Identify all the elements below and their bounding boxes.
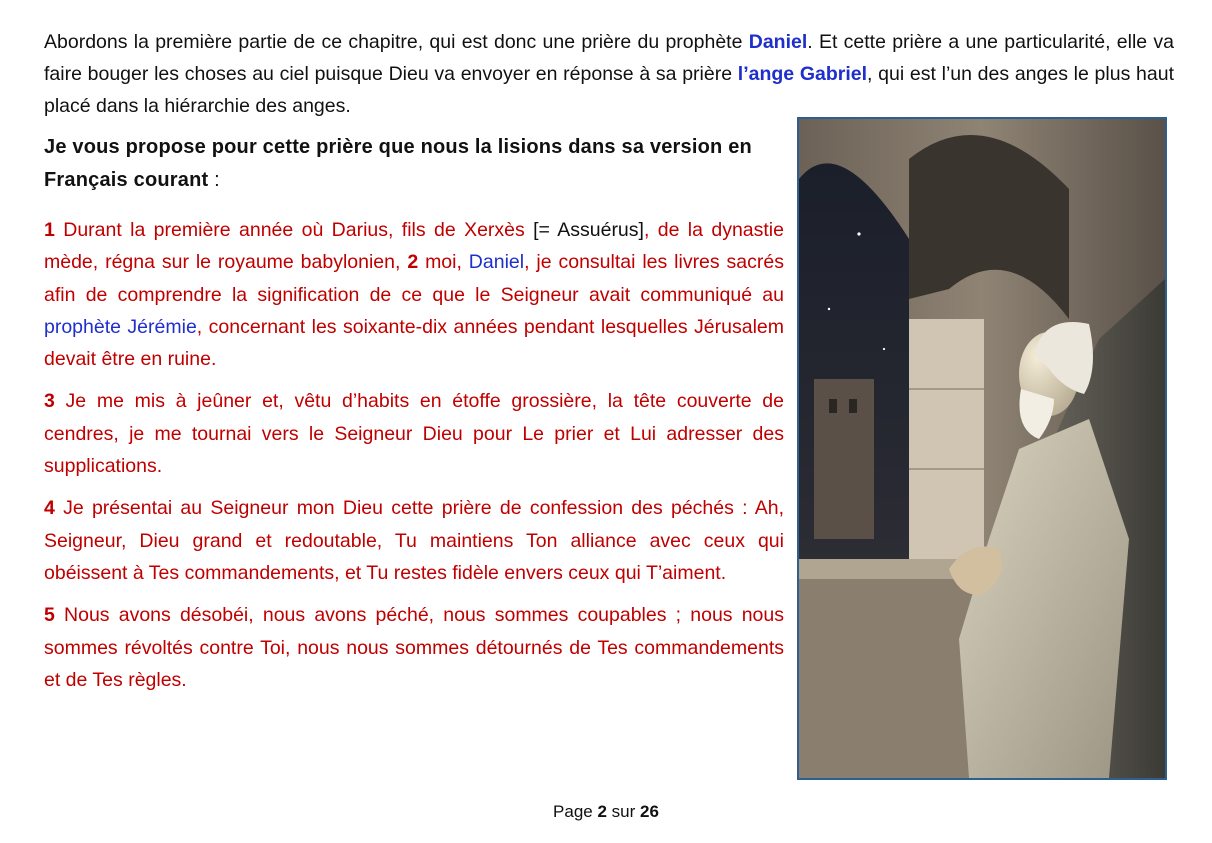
daniel-praying-illustration [797, 117, 1167, 780]
verse-number-4: 4 [44, 497, 55, 520]
intro-paragraph [44, 26, 1174, 122]
star-icon [883, 348, 885, 350]
lead-paragraph [44, 131, 784, 197]
verse-1-text-a: Durant la première année où Darius, fils de Xerxès [54, 219, 534, 241]
verse-number-2: 2 [407, 251, 419, 274]
verse-4 [44, 492, 784, 589]
verse-1-text-b: , de la dynastie mède, régna sur le royaume babylonien, [44, 219, 784, 274]
lead-bold-text: Je vous propose pour cette prière que nous la lisions dans sa version en Français courant [44, 136, 752, 191]
verses-block [44, 214, 784, 706]
verse-1-bracket-note: [= Assuérus] [533, 219, 644, 241]
verse-5 [44, 599, 784, 696]
verse-3-text: Je me mis à jeûner et, vêtu d’habits en étoffe grossière, la tête couverte de cendres, je me tournai vers le Seigneur Dieu pour Le prier et Lui adresser des supplications. [44, 390, 784, 478]
verse-2-text-c: , concernant les soixante-dix années pendant lesquelles Jérusalem devait être en ruine. [44, 315, 784, 371]
gabriel-highlight: l’ange Gabriel [737, 63, 868, 85]
daniel-highlight: Daniel [748, 31, 808, 53]
illustration-svg [799, 119, 1165, 778]
intro-text-2: . Et cette prière a une particularité, elle va faire bouger les choses au ciel puisque Dieu va envoyer en réponse à sa prière [44, 31, 1175, 85]
verse-2-text-b: , je consultai les livres sacrés afin de comprendre la signification de ce que le Seigneur avait communiqué au [44, 251, 784, 306]
verse-number-5: 5 [44, 604, 55, 627]
verse-2-text-a: moi, [418, 251, 469, 274]
intro-text-3: , qui est l’un des anges le plus haut placé dans la hiérarchie des anges. [44, 63, 1174, 117]
verse-3 [44, 385, 784, 482]
window-icon [849, 399, 857, 413]
total-pages-number: 26 [640, 802, 659, 821]
current-page-number: 2 [597, 802, 607, 821]
verse-2-daniel: Daniel [468, 251, 525, 274]
verse-4-text: Je présentai au Seigneur mon Dieu cette prière de confession des péchés : Ah, Seigneur, Dieu grand et redoutable, Tu maintiens Ton alliance avec ceux qui obéissent à Tes commandements, et Tu restes fidèle envers ceux qui T’aiment. [44, 497, 784, 584]
footer-page-label: Page [553, 802, 598, 821]
stone-pillar [909, 319, 984, 559]
verse-number-3: 3 [44, 390, 55, 413]
window-icon [829, 399, 837, 413]
distant-building [814, 379, 874, 539]
verse-number-1: 1 [44, 219, 55, 241]
verse-5-text: Nous avons désobéi, nous avons péché, nous sommes coupables ; nous nous sommes révoltés contre Toi, nous nous sommes détournés de Tes commandements et de Tes règles. [44, 604, 784, 691]
verse-2-jeremie: prophète Jérémie [44, 315, 197, 338]
lead-colon: : [208, 169, 220, 191]
star-icon [857, 232, 860, 235]
footer-of-label: sur [606, 802, 641, 821]
star-icon [828, 308, 830, 310]
intro-text-1: Abordons la première partie de ce chapitre, qui est donc une prière du prophète [44, 31, 749, 53]
verse-1-2 [44, 214, 784, 375]
page-footer [0, 802, 1212, 822]
